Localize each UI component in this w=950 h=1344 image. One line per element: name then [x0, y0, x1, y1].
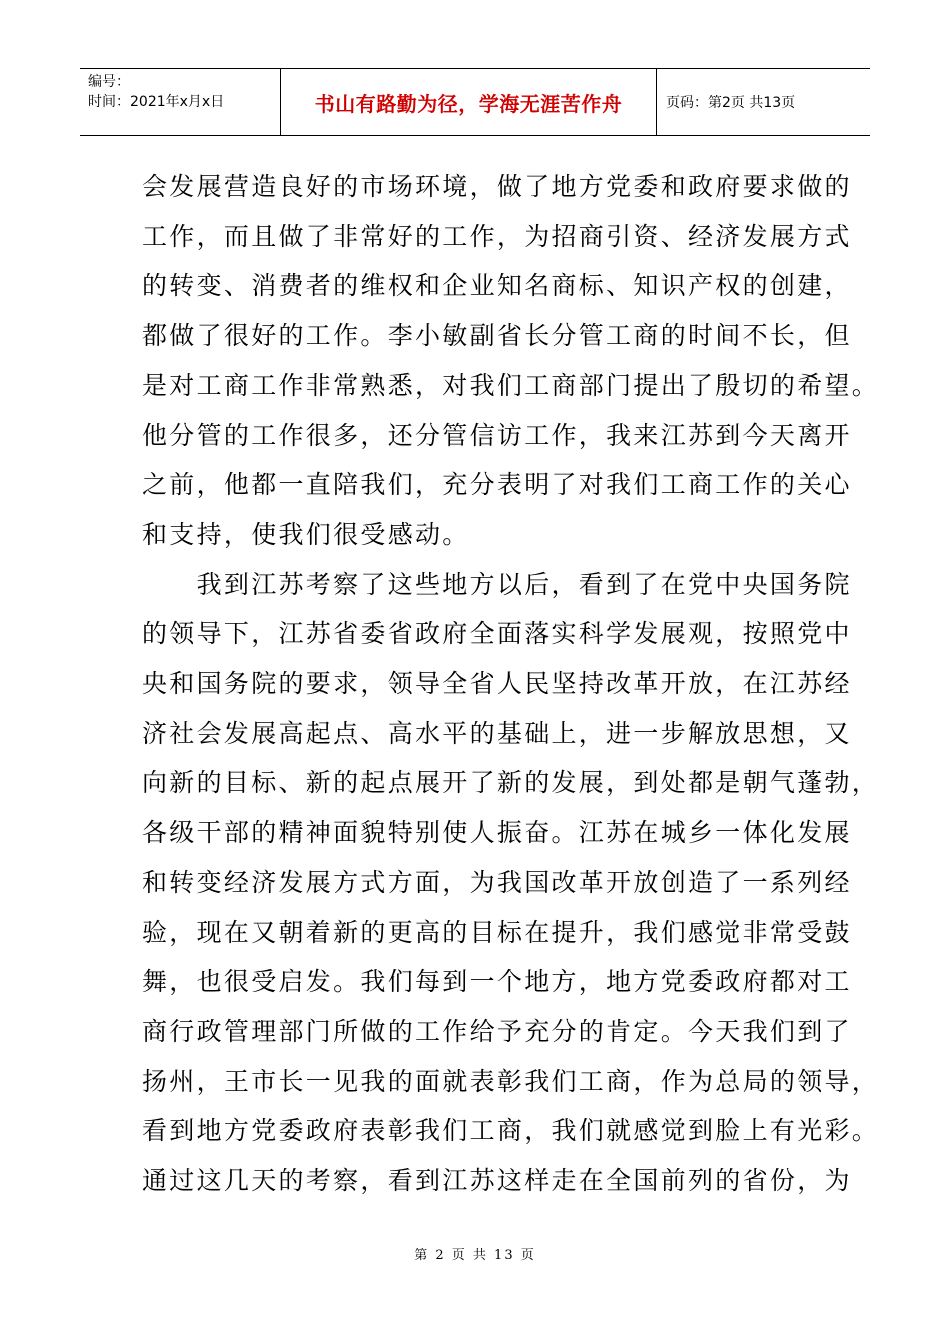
header-page-number: 页码：第2页 共13页	[666, 95, 796, 111]
body-line: 之前，他都一直陪我们，充分表明了对我们工商工作的关心	[142, 470, 852, 500]
body-line: 和支持，使我们很受感动。	[142, 519, 470, 549]
body-line: 我到江苏考察了这些地方以后，看到了在党中央国务院	[142, 569, 852, 599]
body-line: 舞，也很受启发。我们每到一个地方，地方党委政府都对工	[142, 967, 852, 997]
body-line: 验，现在又朝着新的更高的目标在提升，我们感觉非常受鼓	[142, 917, 852, 947]
body-line: 是对工商工作非常熟悉，对我们工商部门提出了殷切的希望。	[142, 370, 880, 400]
body-line: 都做了很好的工作。李小敏副省长分管工商的时间不长，但	[142, 321, 852, 351]
document-date-label: 时间：2021年x月x日	[88, 94, 225, 110]
page-header	[80, 68, 870, 136]
header-motto: 书山有路勤为径，学海无涯苦作舟	[281, 69, 657, 135]
body-line: 的领导下，江苏省委省政府全面落实科学发展观，按照党中	[142, 619, 852, 649]
header-meta	[80, 69, 281, 135]
body-line: 各级干部的精神面貌特别使人振奋。江苏在城乡一体化发展	[142, 818, 852, 848]
body-line: 他分管的工作很多，还分管信访工作，我来江苏到今天离开	[142, 420, 852, 450]
body-line: 和转变经济发展方式方面，为我国改革开放创造了一系列经	[142, 867, 852, 897]
body-line: 通过这几天的考察，看到江苏这样走在全国前列的省份，为	[142, 1166, 852, 1196]
body-line: 工作，而且做了非常好的工作，为招商引资、经济发展方式	[142, 221, 852, 251]
body-line: 向新的目标、新的起点展开了新的发展，到处都是朝气蓬勃，	[142, 768, 880, 798]
body-line: 商行政管理部门所做的工作给予充分的肯定。今天我们到了	[142, 1016, 852, 1046]
page-footer: 第 2 页 共 13 页	[414, 1248, 536, 1263]
document-number-label: 编号：	[88, 74, 130, 90]
body-line: 看到地方党委政府表彰我们工商，我们就感觉到脸上有光彩。	[142, 1116, 880, 1146]
body-line: 央和国务院的要求，领导全省人民坚持改革开放，在江苏经	[142, 669, 852, 699]
body-line: 会发展营造良好的市场环境，做了地方党委和政府要求做的	[142, 172, 852, 201]
document-body	[142, 162, 880, 1206]
body-line: 济社会发展高起点、高水平的基础上，进一步解放思想，又	[142, 718, 852, 748]
body-line: 扬州，王市长一见我的面就表彰我们工商，作为总局的领导，	[142, 1066, 880, 1096]
body-line: 的转变、消费者的维权和企业知名商标、知识产权的创建，	[142, 271, 852, 301]
